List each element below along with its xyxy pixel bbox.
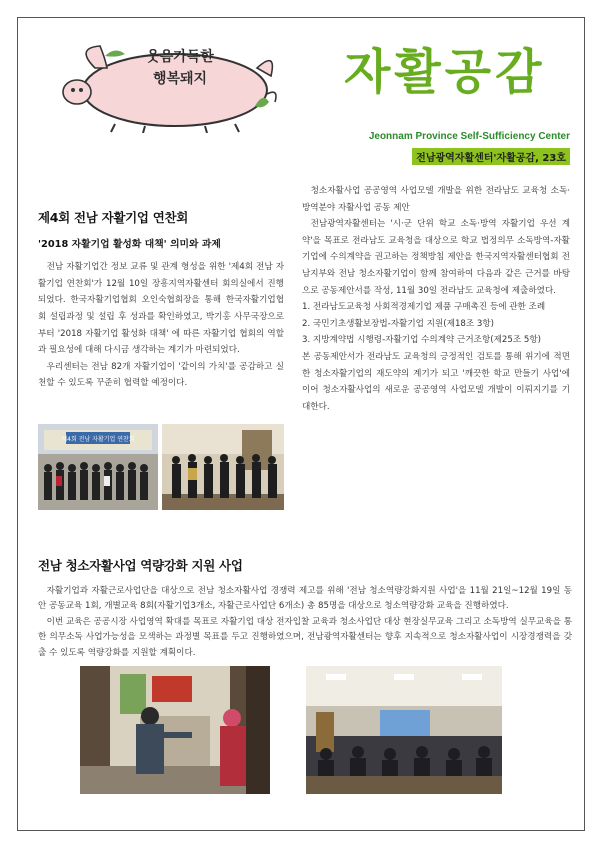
article1-subtitle: '2018 자활기업 활성화 대책' 의미와 과제 bbox=[38, 238, 221, 250]
article-right bbox=[302, 183, 570, 415]
article2-para1: 자활기업과 자활근로사업단을 대상으로 전남 청소자활사업 경쟁력 제고를 위해 '전남 청소역량강화지원 사업'을 11월 21일~12월 19일 동안 공동교육 1회, 개별교육 8회(자활기업3개소, 자활근로사업단 6개소) 총 85명을 대상으로 청소역량강화 교육을 진행하였다. bbox=[38, 585, 572, 612]
logo-line1: 웃음가득한 bbox=[146, 49, 214, 65]
right-item1: 1. 전라남도교육청 사회적경제기업 제품 구매촉진 등에 관한 조례 bbox=[302, 302, 546, 313]
article1-para1: 전남 자활기업간 정보 교류 및 관계 형성을 위한 '제4회 전남 자활기업 연찬회'가 12월 10일 장흥지역자활센터 회의실에서 진행되었다. 한국자활기업협회 오인숙협회장을 통해 한국자활기업협회 설립과정 및 설립 후 성과를 확인하였고, 박기홍 사무국장으로부터 '2018 자활기업 활성화 대책' 에 따른 자활기업 협회의 역할과 필요성에 대해 다시금 생각하는 계기가 마련되었다. bbox=[38, 262, 284, 356]
field-training-photo bbox=[80, 666, 270, 794]
article2 bbox=[38, 543, 572, 661]
logo-text bbox=[125, 46, 235, 90]
right-item3: 3. 지방계약법 시행령-자활기업 수의계약 근거조항(제25조 5항) bbox=[302, 335, 542, 346]
group-photo-2 bbox=[162, 424, 284, 510]
article1 bbox=[38, 210, 284, 392]
logo-line2: 행복돼지 bbox=[152, 71, 208, 87]
center-english-name: Jeonnam Province Self-Sufficiency Center bbox=[368, 131, 570, 142]
article2-para2: 이번 교육은 공공시장 사업영역 확대를 목표로 자활기업 대상 전자입찰 교육과 청소사업단 대상 현장실무교육 그리고 소독방역 실무교육을 통한 의무소독 사업가능성을 모색하는 과정별 목표를 두고 진행하였으며, 전남광역자활센터는 향후 지속적으로 청소자활사업이 시장경쟁력을 갖출 수 있도록 역량강화를 지원할 계획이다. bbox=[38, 616, 572, 658]
right-para1: 청소자활사업 공공영역 사업모델 개발을 위한 전라남도 교육청 소독·방역분야 자활사업 공동 제안 bbox=[302, 186, 570, 213]
issue-label: 전남광역자활센터'자활공감, 23호 bbox=[412, 148, 570, 165]
article1-para2: 우리센터는 전남 82개 자활기업이 '같이의 가치'를 공감하고 실천할 수 있도록 꾸준히 협력할 예정이다. bbox=[38, 361, 284, 389]
group-photo-1 bbox=[38, 424, 158, 510]
banner-text: 제4회 전남 자활기업 연찬회 bbox=[61, 436, 135, 443]
brand-title: 자활공감 bbox=[344, 44, 546, 100]
right-item2: 2. 국민기초생활보장법-자활기업 지원(제18조 3항) bbox=[302, 318, 495, 329]
right-para2: 전남광역자활센터는 '시·군 단위 학교 소독·방역 자활기업 우선 계약'을 목표로 전라남도 교육청을 대상으로 학교 법정의무 소독방역-자활기업에 수의계약을 권고하는 정책방침 제안을 한국지역자활센터협회 전남지부와 전남 청소자활기업이 함께 참여하여 다음과 같은 근거를 바탕으로 공동제안서를 작성, 11월 30일 전라남도 교육청에 제출하였다. bbox=[302, 219, 570, 296]
article2-title: 전남 청소자활사업 역량강화 지원 사업 bbox=[38, 557, 243, 573]
article1-title: 제4회 전남 자활기업 연찬회 bbox=[38, 210, 189, 225]
pig-logo bbox=[45, 28, 285, 133]
classroom-photo bbox=[306, 666, 502, 794]
right-para3: 본 공동제안서가 전라남도 교육청의 긍정적인 검토를 통해 위기에 적면한 청소자활기업의 재도약의 계기가 되고 '깨끗한 학교 만들기 사업'에 이어 청소자활사업의 새로운 공공영역 사업모델 개발이 이뤄지기를 기대한다. bbox=[302, 351, 570, 412]
